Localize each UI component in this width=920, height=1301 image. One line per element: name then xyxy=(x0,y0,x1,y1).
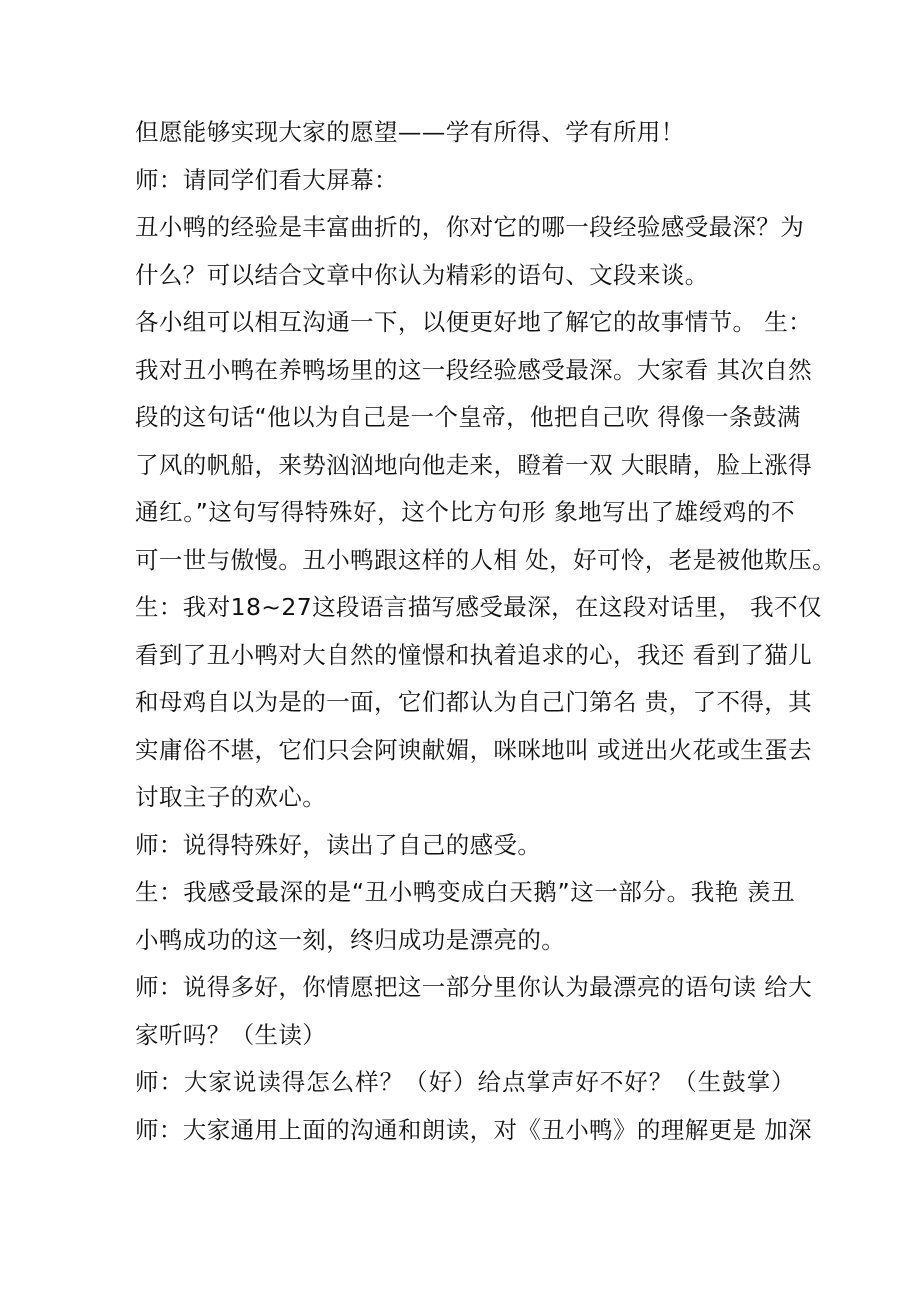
text-line: 看到了丑小鸭对大自然的憧憬和执着追求的心，我还 看到了猫儿 xyxy=(135,640,813,669)
text-line: 生：我感受最深的是“丑小鸭变成白天鹅”这一部分。我艳 羡丑 xyxy=(135,878,795,906)
text-line: 可一世与傲慢。丑小鸭跟这样的人相 处，好可怜，老是被他欺压。 xyxy=(135,545,836,574)
text-line: 但愿能够实现大家的愿望——学有所得、学有所用！ xyxy=(135,118,685,146)
text-line: 小鸭成功的这一刻，终归成功是漂亮的。 xyxy=(135,925,566,954)
text-line: 丑小鸭的经验是丰富曲折的，你对它的哪一段经验感受最深？为 xyxy=(135,213,805,241)
text-line: 通红。”这句写得特殊好，这个比方句形 象地写出了雄绶鸡的不 xyxy=(135,498,795,526)
text-line: 什么？可以结合文章中你认为精彩的语句、文段来谈。 xyxy=(135,260,709,289)
text-line: 师：大家说读得怎么样？（好）给点掌声好不好？（生鼓掌） xyxy=(135,1068,795,1096)
text-line: 段的这句话“他以为自己是一个皇帝，他把自己吹 得像一条鼓满 xyxy=(135,403,801,431)
text-line: 各小组可以相互沟通一下，以便更好地了解它的故事情节。 生： xyxy=(135,308,813,336)
text-line: 讨取主子的欢心。 xyxy=(135,783,327,811)
text-line: 生：我对18~27这段语言描写感受最深，在这段对话里， 我不仅 xyxy=(135,593,822,621)
text-line: 师：说得特殊好，读出了自己的感受。 xyxy=(135,830,542,859)
text-line: 和母鸡自以为是的一面，它们都认为自己门第名 贵，了不得，其 xyxy=(135,688,813,716)
body-text xyxy=(135,109,836,1154)
text-line: 师：大家通用上面的沟通和朗读，对《丑小鸭》的理解更是 加深 xyxy=(135,1115,813,1144)
text-line: 师：请同学们看大屏幕： xyxy=(135,165,398,194)
text-line: 我对丑小鸭在养鸭场里的这一段经验感受最深。大家看 其次自然 xyxy=(135,355,813,384)
text-line: 师：说得多好，你情愿把这一部分里你认为最漂亮的语句读 给大 xyxy=(135,973,813,1001)
text-line: 实庸俗不堪，它们只会阿谀献媚，咪咪地叫 或迸出火花或生蛋去 xyxy=(135,735,813,764)
text-line: 了风的帆船，来势汹汹地向他走来，瞪着一双 大眼睛，脸上涨得 xyxy=(135,450,813,479)
text-line: 家听吗？（生读） xyxy=(135,1020,327,1049)
